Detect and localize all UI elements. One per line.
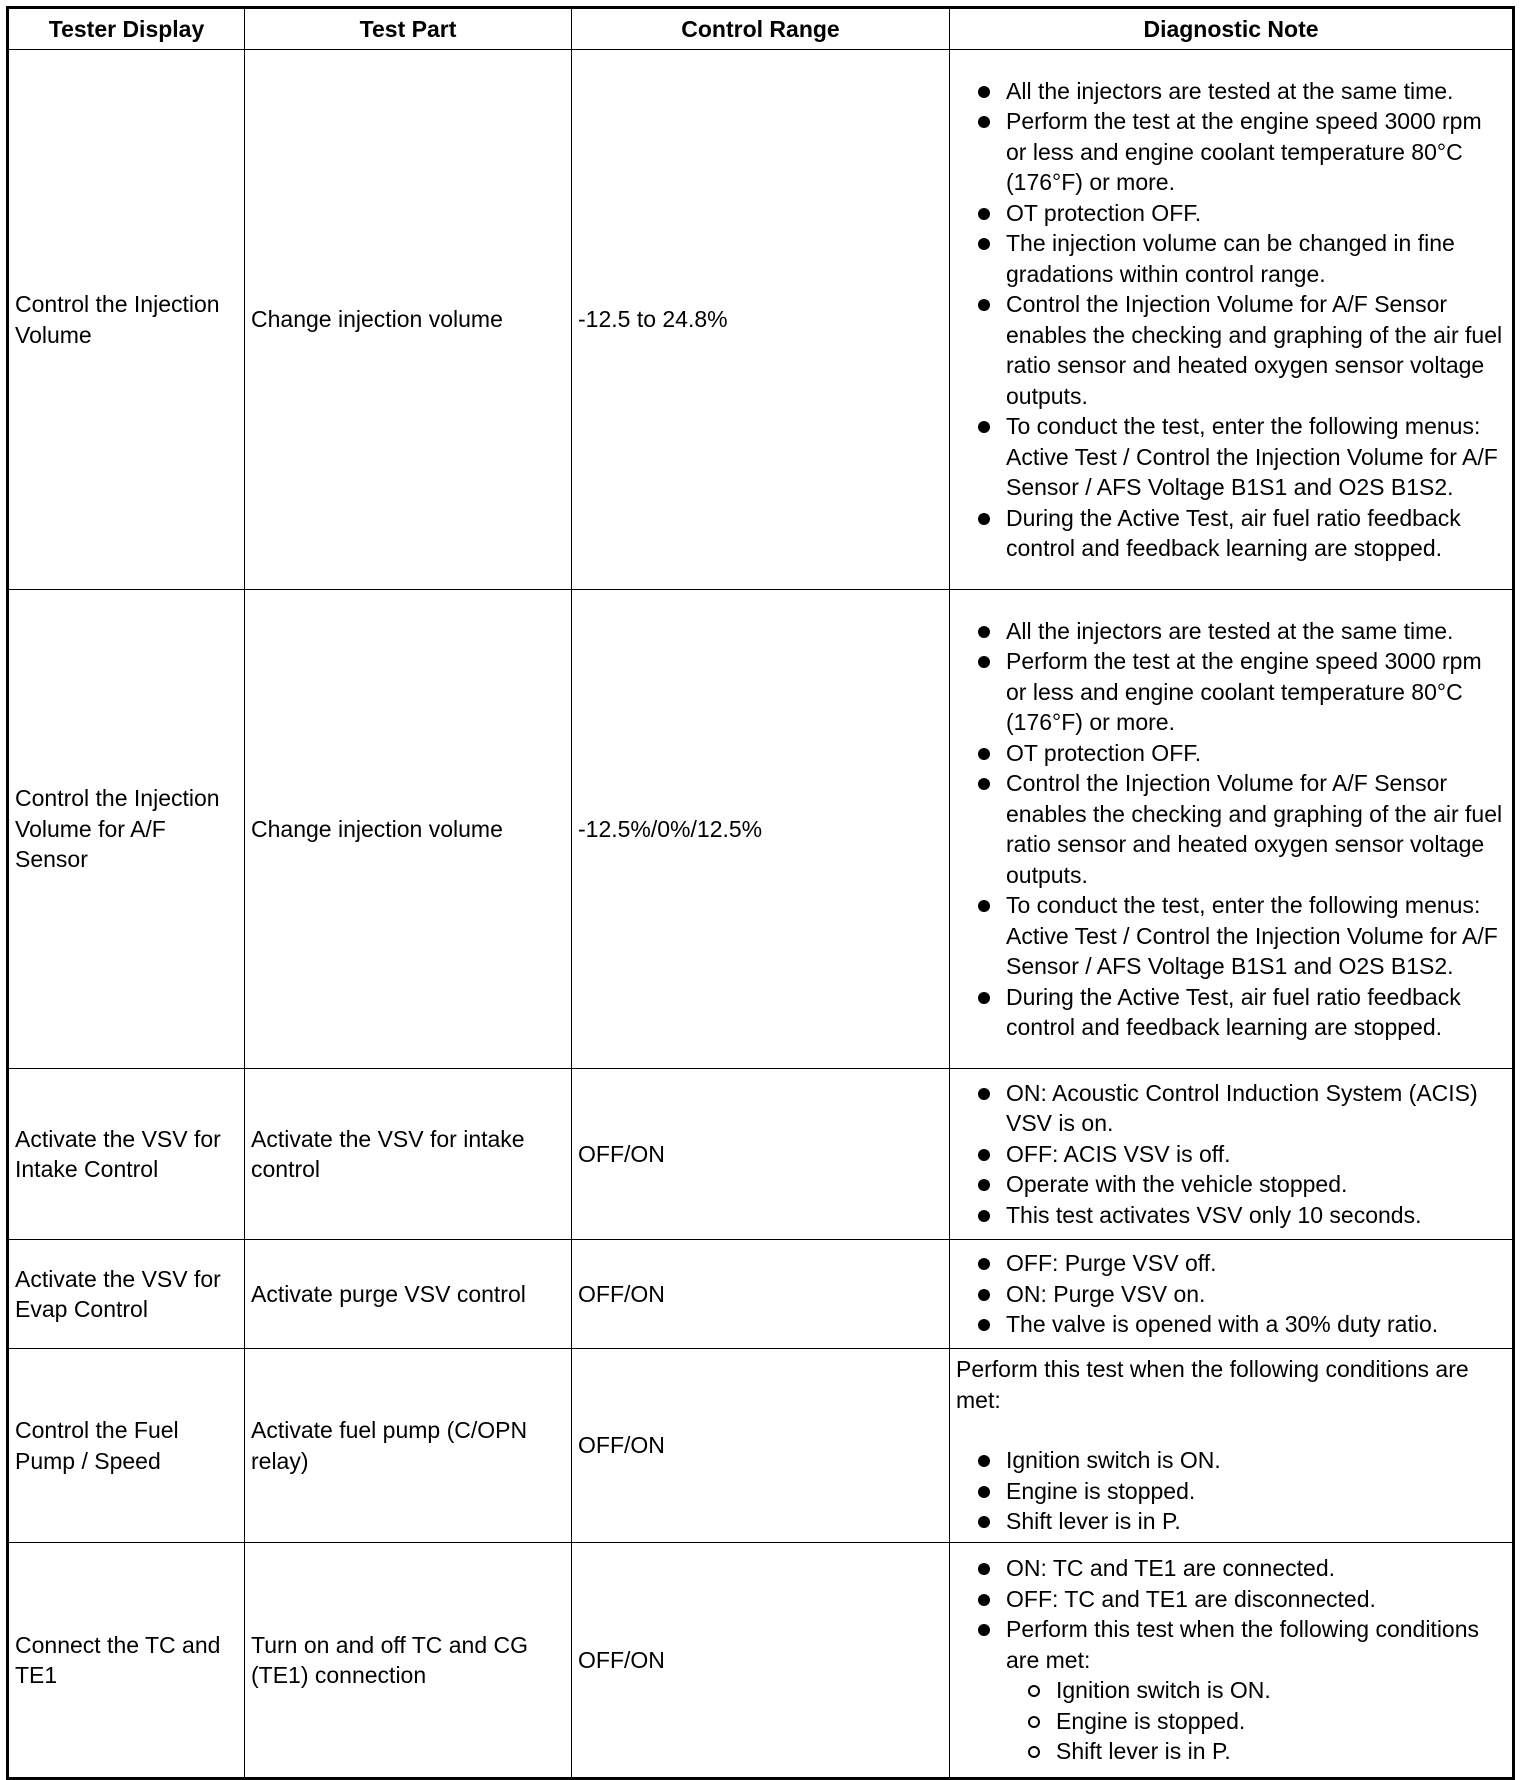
note-bullet-list (956, 1248, 1508, 1340)
note-sub-bullet: Engine is stopped. (956, 1706, 1508, 1737)
diagnostic-note-cell (950, 1069, 1514, 1240)
tester-display-cell: Activate the VSV for Intake Control (8, 1069, 245, 1240)
header-test-part: Test Part (245, 8, 572, 50)
header-diagnostic-note: Diagnostic Note (950, 8, 1514, 50)
note-bullet: OFF: TC and TE1 are disconnected. (956, 1584, 1508, 1615)
control-range-cell: OFF/ON (572, 1240, 950, 1349)
tester-display-cell: Control the Fuel Pump / Speed (8, 1349, 245, 1543)
note-bullet: This test activates VSV only 10 seconds. (956, 1200, 1508, 1231)
note-bullet: ON: Acoustic Control Induction System (ACIS) VSV is on. (956, 1078, 1508, 1139)
diagnostic-note-cell (950, 590, 1514, 1069)
tester-display-cell: Control the Injection Volume for A/F Sensor (8, 590, 245, 1069)
control-range-cell: -12.5 to 24.8% (572, 50, 950, 590)
note-bullet-list (956, 1078, 1508, 1231)
note-bullet: Operate with the vehicle stopped. (956, 1169, 1508, 1200)
diagnostic-note-cell (950, 50, 1514, 590)
note-sub-bullet: Shift lever is in P. (956, 1736, 1508, 1767)
table-row (8, 590, 1514, 1069)
note-bullet: The valve is opened with a 30% duty ratio. (956, 1309, 1508, 1340)
note-bullet: OFF: Purge VSV off. (956, 1248, 1508, 1279)
note-bullet: All the injectors are tested at the same time. (956, 76, 1508, 107)
note-bullet: ON: TC and TE1 are connected. (956, 1553, 1508, 1584)
note-bullet: Engine is stopped. (956, 1476, 1508, 1507)
note-bullet: Shift lever is in P. (956, 1506, 1508, 1537)
note-bullet: To conduct the test, enter the following menus: Active Test / Control the Injection Volume for A/F Sensor / AFS Voltage B1S1 and O2S B1S2. (956, 890, 1508, 982)
note-bullet-list (956, 76, 1508, 564)
table-row (8, 1543, 1514, 1779)
control-range-cell: OFF/ON (572, 1349, 950, 1543)
test-part-cell: Turn on and off TC and CG (TE1) connection (245, 1543, 572, 1779)
note-bullet: During the Active Test, air fuel ratio feedback control and feedback learning are stopped. (956, 503, 1508, 564)
note-sub-bullet: Ignition switch is ON. (956, 1675, 1508, 1706)
note-bullet: All the injectors are tested at the same time. (956, 616, 1508, 647)
active-test-table (6, 6, 1515, 1780)
note-bullet-list (956, 1445, 1508, 1537)
test-part-cell: Change injection volume (245, 590, 572, 1069)
diagnostic-note-cell (950, 1349, 1514, 1543)
tester-display-cell: Activate the VSV for Evap Control (8, 1240, 245, 1349)
note-bullet: Perform the test at the engine speed 3000 rpm or less and engine coolant temperature 80°C (176°F) or more. (956, 106, 1508, 198)
tester-display-cell: Connect the TC and TE1 (8, 1543, 245, 1779)
note-bullet: ON: Purge VSV on. (956, 1279, 1508, 1310)
note-bullet-list (956, 1553, 1508, 1675)
table-row (8, 1069, 1514, 1240)
diagnostic-note-cell (950, 1240, 1514, 1349)
test-part-cell: Activate fuel pump (C/OPN relay) (245, 1349, 572, 1543)
control-range-cell: OFF/ON (572, 1543, 950, 1779)
header-control-range: Control Range (572, 8, 950, 50)
note-bullet: The injection volume can be changed in fine gradations within control range. (956, 228, 1508, 289)
note-bullet: To conduct the test, enter the following menus: Active Test / Control the Injection Volume for A/F Sensor / AFS Voltage B1S1 and O2S B1S2. (956, 411, 1508, 503)
note-bullet: Perform this test when the following conditions are met: (956, 1614, 1508, 1675)
note-bullet: Perform the test at the engine speed 3000 rpm or less and engine coolant temperature 80°C (176°F) or more. (956, 646, 1508, 738)
note-sub-bullet-list (956, 1675, 1508, 1767)
table-row (8, 50, 1514, 590)
test-part-cell: Activate the VSV for intake control (245, 1069, 572, 1240)
spacer (956, 1415, 1508, 1445)
test-part-cell: Activate purge VSV control (245, 1240, 572, 1349)
diagnostic-note-cell (950, 1543, 1514, 1779)
header-row (8, 8, 1514, 50)
table-row (8, 1349, 1514, 1543)
note-bullet: OT protection OFF. (956, 198, 1508, 229)
control-range-cell: OFF/ON (572, 1069, 950, 1240)
tester-display-cell: Control the Injection Volume (8, 50, 245, 590)
note-intro: Perform this test when the following conditions are met: (956, 1356, 1469, 1413)
header-tester-display: Tester Display (8, 8, 245, 50)
note-bullet: During the Active Test, air fuel ratio feedback control and feedback learning are stopped. (956, 982, 1508, 1043)
note-bullet: Ignition switch is ON. (956, 1445, 1508, 1476)
control-range-cell: -12.5%/0%/12.5% (572, 590, 950, 1069)
note-bullet: OFF: ACIS VSV is off. (956, 1139, 1508, 1170)
note-bullet-list (956, 616, 1508, 1043)
table-row (8, 1240, 1514, 1349)
note-bullet: Control the Injection Volume for A/F Sensor enables the checking and graphing of the air fuel ratio sensor and heated oxygen sensor voltage outputs. (956, 289, 1508, 411)
note-bullet: Control the Injection Volume for A/F Sensor enables the checking and graphing of the air fuel ratio sensor and heated oxygen sensor voltage outputs. (956, 768, 1508, 890)
note-bullet: OT protection OFF. (956, 738, 1508, 769)
test-part-cell: Change injection volume (245, 50, 572, 590)
